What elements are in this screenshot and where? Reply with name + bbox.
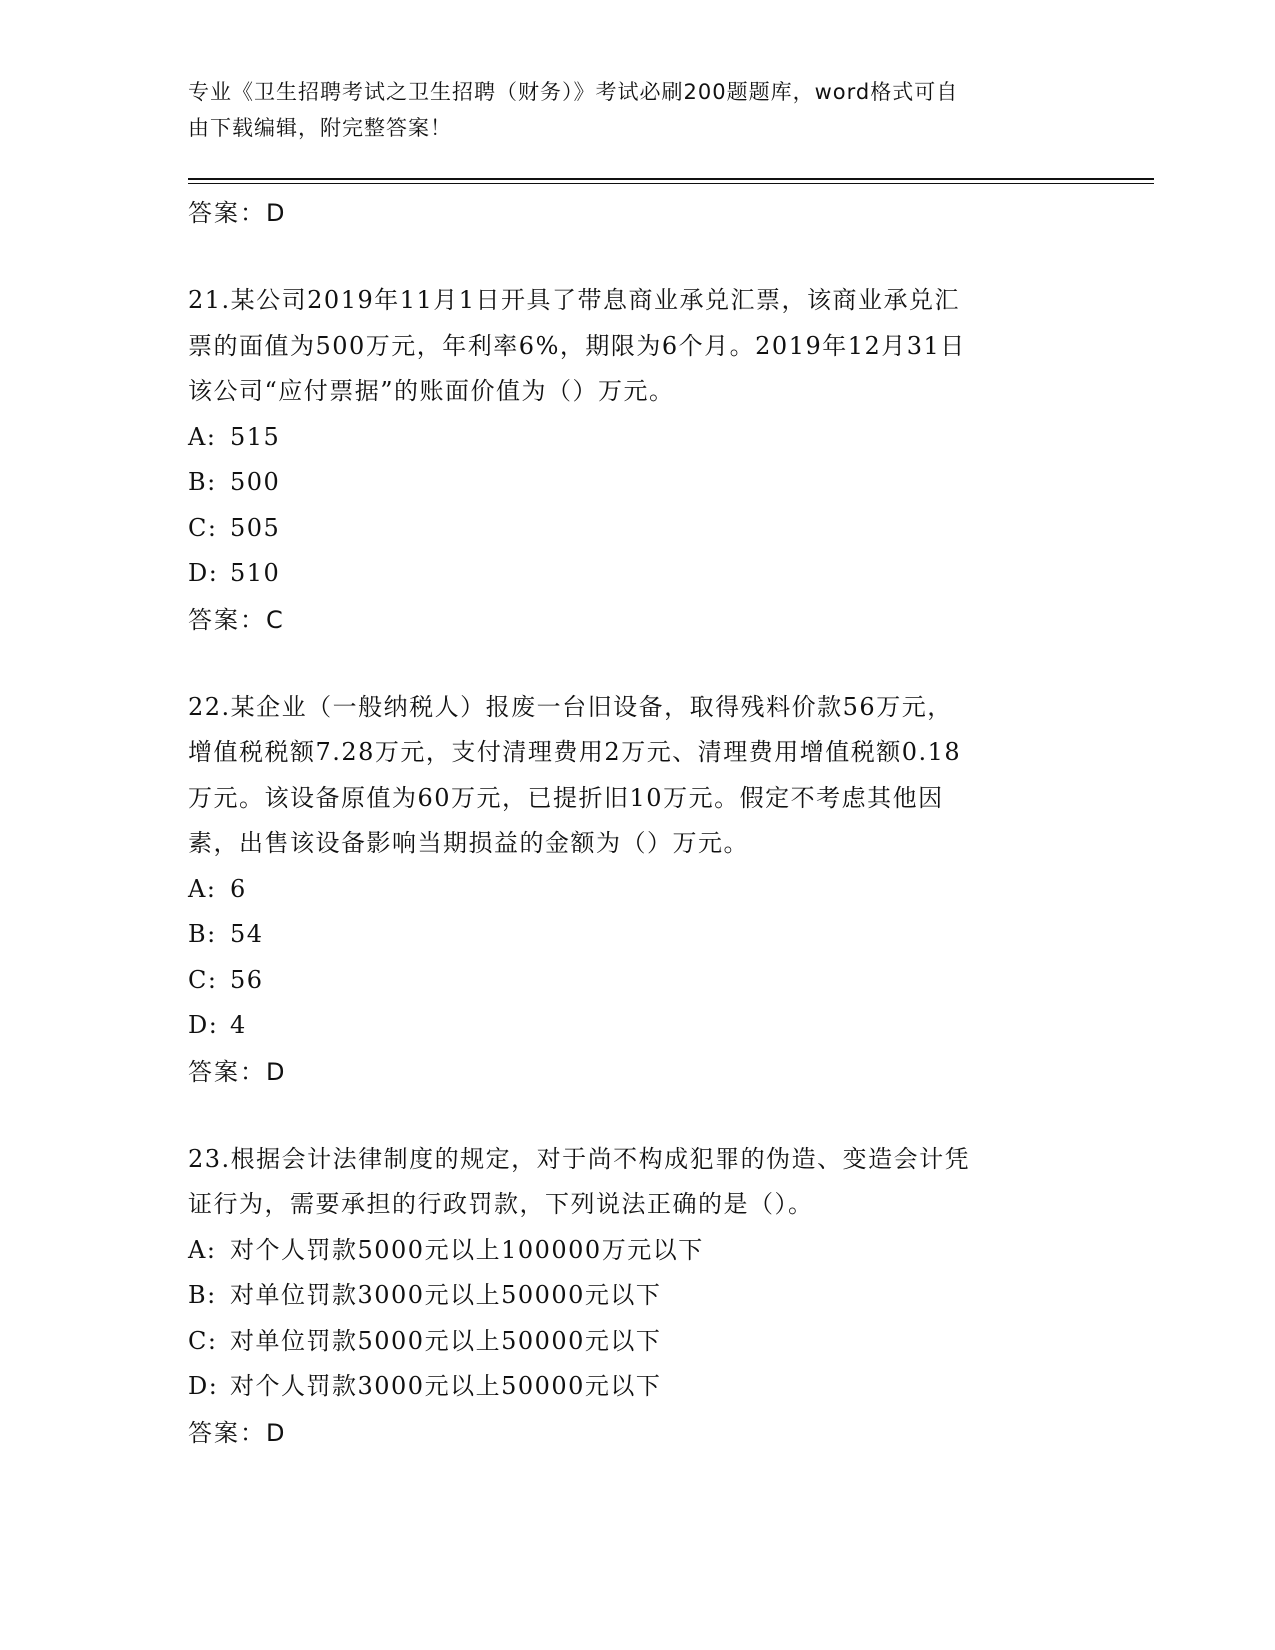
question-stem xyxy=(188,1137,1088,1228)
option-key: D: xyxy=(188,559,219,587)
option-c xyxy=(188,958,1088,1004)
option-c xyxy=(188,1319,1088,1365)
question-23 xyxy=(188,1137,1088,1456)
question-answer: 答案：D xyxy=(188,1418,287,1447)
option-text: 500 xyxy=(230,468,281,496)
option-a xyxy=(188,867,1088,913)
option-text: 对个人罚款5000元以上100000万元以下 xyxy=(230,1235,704,1264)
stem-line: 23.根据会计法律制度的规定，对于尚不构成犯罪的伪造、变造会计凭 xyxy=(188,1144,971,1173)
document-body xyxy=(188,190,1088,1456)
header-line-1: 专业《卫生招聘考试之卫生招聘（财务）》考试必刷200题题库，word格式可自 xyxy=(188,80,959,104)
option-key: B: xyxy=(188,920,217,948)
question-stem xyxy=(188,278,1088,415)
page-header xyxy=(188,74,1068,146)
option-key: A: xyxy=(188,1235,217,1264)
question-answer: 答案：D xyxy=(188,1057,287,1086)
option-key: A: xyxy=(188,874,217,903)
option-text: 6 xyxy=(230,874,247,903)
option-d xyxy=(188,551,1088,597)
stem-line: 该公司“应付票据”的账面价值为（）万元。 xyxy=(188,377,675,405)
stem-line: 22.某企业（一般纳税人）报废一台旧设备，取得残料价款56万元， xyxy=(188,692,953,721)
stem-line: 21.某公司2019年11月1日开具了带息商业承兑汇票，该商业承兑汇 xyxy=(188,286,961,314)
question-22 xyxy=(188,685,1088,1095)
option-key: B: xyxy=(188,1281,217,1309)
option-text: 56 xyxy=(230,965,264,994)
option-text: 505 xyxy=(230,513,281,542)
option-b xyxy=(188,912,1088,958)
option-key: D: xyxy=(188,1011,219,1039)
option-text: 510 xyxy=(230,559,281,587)
stem-line: 增值税税额7.28万元，支付清理费用2万元、清理费用增值税额0.18 xyxy=(188,738,962,766)
header-divider-thin xyxy=(188,183,1154,184)
option-key: D: xyxy=(188,1372,219,1400)
option-c xyxy=(188,506,1088,552)
stem-line: 证行为，需要承担的行政罚款，下列说法正确的是（）。 xyxy=(188,1190,814,1218)
option-text: 对单位罚款5000元以上50000元以下 xyxy=(230,1326,662,1355)
option-text: 4 xyxy=(230,1011,247,1039)
option-d xyxy=(188,1003,1088,1049)
previous-answer: 答案：D xyxy=(188,199,287,227)
option-text: 对个人罚款3000元以上50000元以下 xyxy=(230,1372,662,1400)
stem-line: 万元。该设备原值为60万元，已提折旧10万元。假定不考虑其他因 xyxy=(188,783,944,812)
option-text: 515 xyxy=(230,422,281,451)
option-key: C: xyxy=(188,1326,218,1355)
option-key: A: xyxy=(188,422,217,451)
question-answer: 答案：C xyxy=(188,605,285,634)
option-text: 对单位罚款3000元以上50000元以下 xyxy=(230,1281,662,1309)
option-a xyxy=(188,1228,1088,1274)
option-d xyxy=(188,1364,1088,1410)
header-line-2: 由下载编辑，附完整答案！ xyxy=(188,116,452,140)
option-b xyxy=(188,460,1088,506)
option-b xyxy=(188,1273,1088,1319)
option-key: C: xyxy=(188,965,218,994)
option-key: C: xyxy=(188,513,218,542)
option-a xyxy=(188,415,1088,461)
stem-line: 素，出售该设备影响当期损益的金额为（）万元。 xyxy=(188,829,749,857)
header-divider-thick xyxy=(188,178,1154,180)
question-21 xyxy=(188,278,1088,643)
option-text: 54 xyxy=(230,920,264,948)
question-stem xyxy=(188,685,1088,867)
stem-line: 票的面值为500万元，年利率6%，期限为6个月。2019年12月31日 xyxy=(188,331,966,360)
option-key: B: xyxy=(188,468,217,496)
